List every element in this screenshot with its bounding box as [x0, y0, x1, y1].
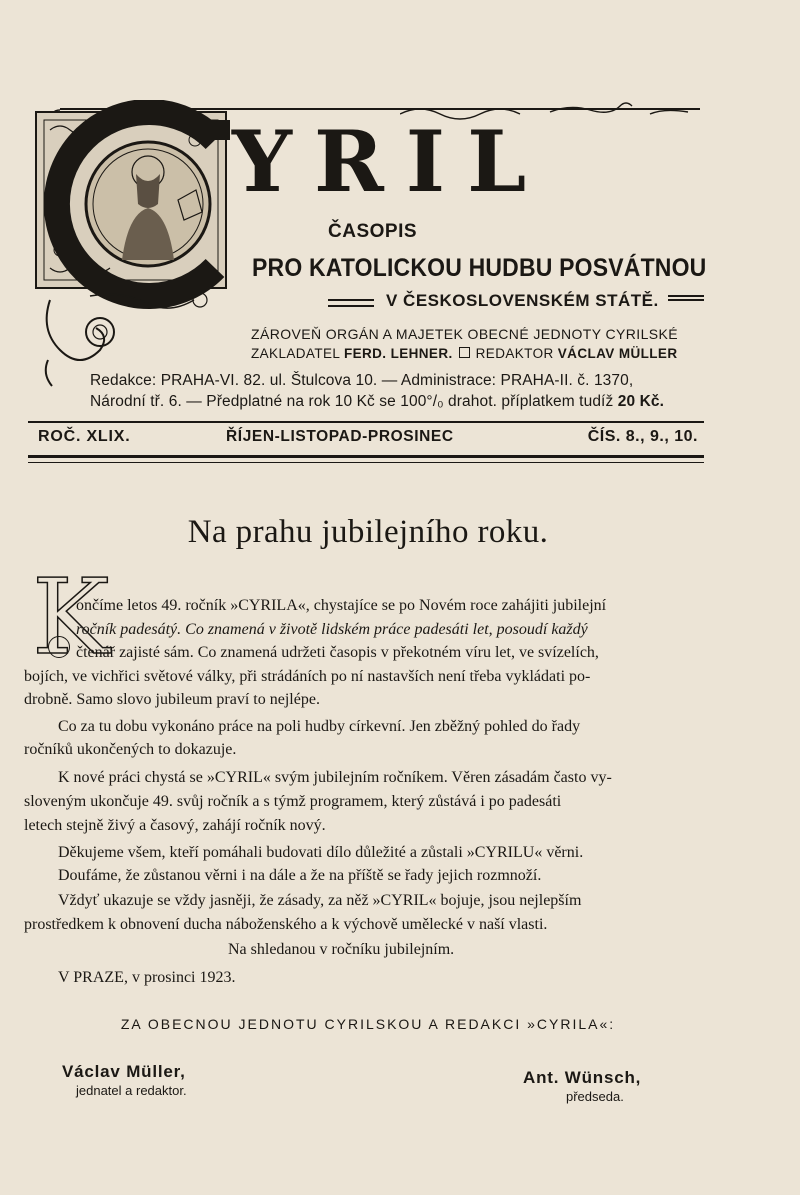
body-line: prostředkem k obnovení ducha náboženského a k výchově umělecké v naší vlasti. — [24, 916, 548, 933]
body-line: letech stejně živý a časový, zahájí ročník nový. — [24, 817, 326, 834]
organ-line: ZÁROVEŇ ORGÁN A MAJETEK OBECNÉ JEDNOTY CYRILSKÉ — [251, 326, 678, 342]
issue-info-row — [38, 428, 698, 454]
issue-top-rule — [28, 421, 704, 423]
article-headline: Na prahu jubilejního roku. — [187, 514, 549, 550]
body-line — [76, 618, 588, 642]
address-line-2 — [90, 393, 664, 411]
body-line: Na shledanou v ročníku jubilejním. — [228, 941, 455, 958]
editor-label: REDAKTOR — [475, 346, 554, 361]
body-line: ončíme letos 49. ročník »CYRILA«, chystajíce se po Novém roce zahájiti jubilejní — [76, 597, 607, 614]
founder-editor-line — [251, 346, 677, 361]
masthead-subtitle-1: ČASOPIS — [328, 221, 418, 242]
masthead-title: YRIL — [232, 112, 549, 211]
volume-label: ROČ. XLIX. — [38, 428, 131, 445]
body-line: Co za tu dobu vykonáno práce na poli hudby církevní. Jen zběžný pohled do řady — [58, 718, 581, 735]
drop-cap: K — [32, 556, 110, 678]
founder-label: ZAKLADATEL — [251, 346, 340, 361]
body-line: ročníků ukončených to dokazuje. — [24, 741, 237, 758]
body-line: Děkujeme všem, kteří pomáhali budovati dílo důležité a zůstali »CYRILU« věrni. — [58, 844, 584, 861]
drop-cap-ornament-icon — [48, 636, 70, 658]
signatory-right-role: předseda. — [566, 1089, 624, 1104]
address-line-2-text: Národní tř. 6. — Předplatné na rok 10 Kč se 100°/₀ drahot. příplatkem tudíž — [90, 393, 614, 410]
body-line: K nové práci chystá se »CYRIL« svým jubilejním ročníkem. Věren zásadám často vy- — [58, 769, 612, 786]
issue-bottom-rule-thin — [28, 462, 704, 463]
body-line: drobně. Samo slovo jubileum praví to nejlépe. — [24, 691, 320, 708]
signatory-left-name: Václav Müller, — [62, 1062, 186, 1081]
signatory-right-name: Ant. Wünsch, — [523, 1068, 642, 1087]
issue-months: ŘÍJEN-LISTOPAD-PROSINEC — [226, 428, 454, 445]
body-line: Doufáme, že zůstanou věrni i na dále a že na příště se řady jejich rozmnoží. — [58, 867, 542, 884]
signature-heading: ZA OBECNOU JEDNOTU CYRILSKOU A REDAKCI »CYRILA«: — [120, 1016, 616, 1032]
issue-bottom-rule — [28, 455, 704, 458]
address-line-1: Redakce: PRAHA-VI. 82. ul. Štulcova 10. — Administrace: PRAHA-II. č. 1370, — [90, 372, 634, 389]
subscription-price: 20 Kč. — [617, 393, 664, 410]
issue-numbers: ČÍS. 8., 9., 10. — [587, 428, 698, 445]
dateline: V PRAZE, v prosinci 1923. — [58, 969, 236, 986]
square-bullet-icon — [459, 347, 470, 358]
initial-c-ornament-icon — [30, 100, 245, 390]
founder-name: FERD. LEHNER. — [343, 346, 453, 361]
editor-name: VÁCLAV MÜLLER — [557, 346, 678, 361]
body-line: bojích, ve vichřici světové války, při strádáních po ní nastavších není třeba vykládati po- — [24, 668, 591, 685]
subtitle-rule-right — [668, 295, 704, 297]
body-line: sloveným ukončuje 49. svůj ročník a s týmž programem, který zůstává i po padesáti — [24, 793, 562, 810]
body-line-italic: ročník padesátý. Co znamená v životě lidském práce padesáti let, posoudí každý — [76, 621, 588, 638]
body-line: čtenář zajisté sám. Co znamená udržeti časopis v překotném víru let, ve svízelích, — [76, 644, 599, 661]
signatory-left-role: jednatel a redaktor. — [76, 1083, 187, 1098]
subtitle-rule-left — [328, 299, 374, 301]
masthead-subtitle-2: PRO KATOLICKOU HUDBU POSVÁTNOU — [252, 254, 707, 282]
masthead-subtitle-3: V ČESKOSLOVENSKÉM STÁTĚ. — [386, 291, 659, 310]
body-line: Vždyť ukazuje se vždy jasněji, že zásady, za něž »CYRIL« bojuje, jsou nejlepším — [58, 892, 582, 909]
